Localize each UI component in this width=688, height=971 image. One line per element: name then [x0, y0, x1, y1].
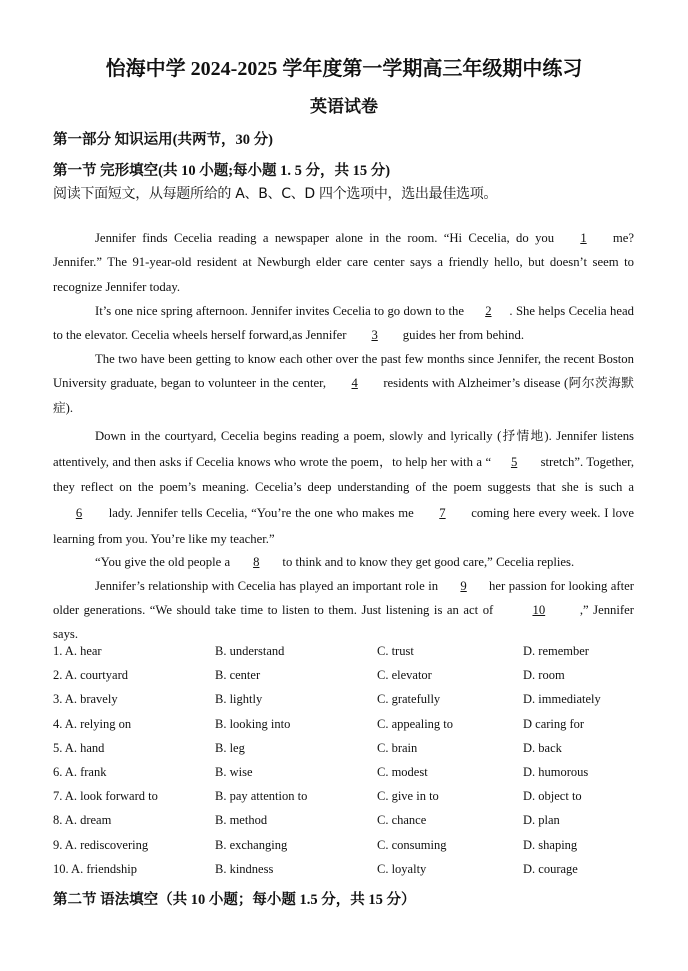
option-c: C. gratefully [377, 692, 441, 707]
options-list [53, 644, 653, 886]
option-row [53, 838, 653, 862]
option-a: 8. A. dream [53, 813, 112, 828]
option-c: C. elevator [377, 668, 432, 683]
option-c: C. consuming [377, 837, 447, 852]
option-row [53, 668, 653, 692]
exam-title: 怡海中学 2024-2025 学年度第一学期高三年级期中练习 [105, 58, 583, 80]
option-c: C. brain [377, 740, 418, 755]
option-b: B. looking into [215, 716, 291, 731]
option-d: D. shaping [523, 837, 578, 852]
blank-7: 7 [439, 506, 446, 521]
part1-heading: 第一部分 知识运用(共两节，30 分) [53, 132, 273, 148]
option-a: 3. A. bravely [53, 692, 118, 707]
option-b: B. understand [215, 644, 285, 658]
option-c: C. loyalty [377, 861, 427, 876]
option-row [53, 862, 653, 886]
option-row [53, 789, 653, 813]
passage-paragraph-5: “You give the old people a 8 to think and to know they get good care,” Cecelia replies. [53, 550, 634, 574]
blank-10: 10 [532, 603, 546, 618]
option-d: D caring for [523, 716, 585, 731]
option-d: D. courage [523, 861, 578, 876]
option-b: B. wise [215, 764, 253, 779]
exam-subtitle: 英语试卷 [310, 97, 378, 116]
option-row [53, 644, 653, 668]
option-b: B. pay attention to [215, 789, 308, 804]
blank-3: 3 [371, 328, 378, 342]
option-a: 2. A. courtyard [53, 668, 128, 683]
passage-paragraph-3: The two have been getting to know each other over the past few months since Jennifer, the recent Boston University graduate, began to volunteer in the center, 4 residents with Alzheimer’s disease (阿尔茨海默症). [53, 352, 634, 415]
blank-2: 2 [485, 304, 492, 318]
option-d: D. humorous [523, 764, 589, 779]
option-c: C. chance [377, 813, 427, 828]
option-a: 4. A. relying on [53, 716, 132, 731]
option-d: D. plan [523, 813, 560, 828]
option-b: B. center [215, 668, 261, 683]
option-a: 1. A. hear [53, 644, 102, 658]
option-a: 6. A. frank [53, 764, 107, 779]
section1-instruction: 阅读下面短文，从每题所给的 A、B、C、D 四个选项中，选出最佳选项。 [53, 186, 498, 202]
passage-paragraph-6: Jennifer’s relationship with Cecelia has played an important role in 9 her passion for looking after older generations. “We should take time to listen to them. Just listening is an act of 10 ,” Jennifer says. [53, 574, 634, 647]
option-row [53, 692, 653, 716]
option-b: B. method [215, 813, 268, 828]
blank-6: 6 [75, 506, 83, 521]
option-b: B. kindness [215, 861, 274, 876]
option-d: D. room [523, 668, 565, 683]
passage-paragraph-4: Down in the courtyard, Cecelia begins reading a poem, slowly and lyrically (抒情地). Jennifer listens attentively, and then asks if Cecelia knows who wrote the poem，to help her with a “ 5 stretch”. Together, they reflect on the poem’s meaning. Cecelia’s deep understanding of the poem suggests that she is such a 6 lady. Jennifer tells Cecelia, “You’re the one who makes me 7 coming here every week. I love learning from you. You’re like my teacher.” [53, 429, 635, 546]
section2-heading: 第二节 语法填空（共 10 小题；每小题 1.5 分，共 15 分） [53, 892, 416, 908]
option-c: C. modest [377, 764, 428, 779]
option-c: C. trust [377, 644, 414, 658]
option-row [53, 741, 653, 765]
option-a: 5. A. hand [53, 740, 105, 755]
option-row [53, 765, 653, 789]
option-d: D. back [523, 740, 562, 755]
option-c: C. appealing to [377, 716, 454, 731]
option-c: C. give in to [377, 789, 439, 804]
blank-1: 1 [580, 231, 587, 245]
blank-9: 9 [460, 579, 467, 593]
option-row [53, 813, 653, 837]
option-d: D. immediately [523, 692, 601, 707]
section1-heading: 第一节 完形填空(共 10 小题;每小题 1. 5 分，共 15 分) [53, 163, 391, 179]
option-a: 7. A. look forward to [53, 789, 158, 804]
blank-4: 4 [351, 376, 358, 391]
option-row [53, 717, 653, 741]
blank-8: 8 [253, 555, 260, 569]
option-b: B. exchanging [215, 837, 288, 852]
option-a: 10. A. friendship [53, 861, 138, 876]
option-d: D. remember [523, 644, 589, 658]
option-b: B. leg [215, 740, 245, 755]
passage-paragraph-1: Jennifer finds Cecelia reading a newspaper alone in the room. “Hi Cecelia, do you 1 me? Jennifer.” The 91-year-old resident at Newburgh elder care center says a friendly hello, but doesn’t seem to recognize Jennifer today. [53, 226, 634, 299]
passage-paragraph-2: It’s one nice spring afternoon. Jennifer invites Cecelia to go down to the 2 . She helps Cecelia head to the elevator. Cecelia wheels herself forward,as Jennifer 3 guides her from behind. [53, 299, 634, 347]
option-b: B. lightly [215, 692, 263, 707]
blank-5: 5 [510, 454, 518, 469]
option-a: 9. A. rediscovering [53, 837, 149, 852]
option-d: D. object to [523, 789, 582, 804]
